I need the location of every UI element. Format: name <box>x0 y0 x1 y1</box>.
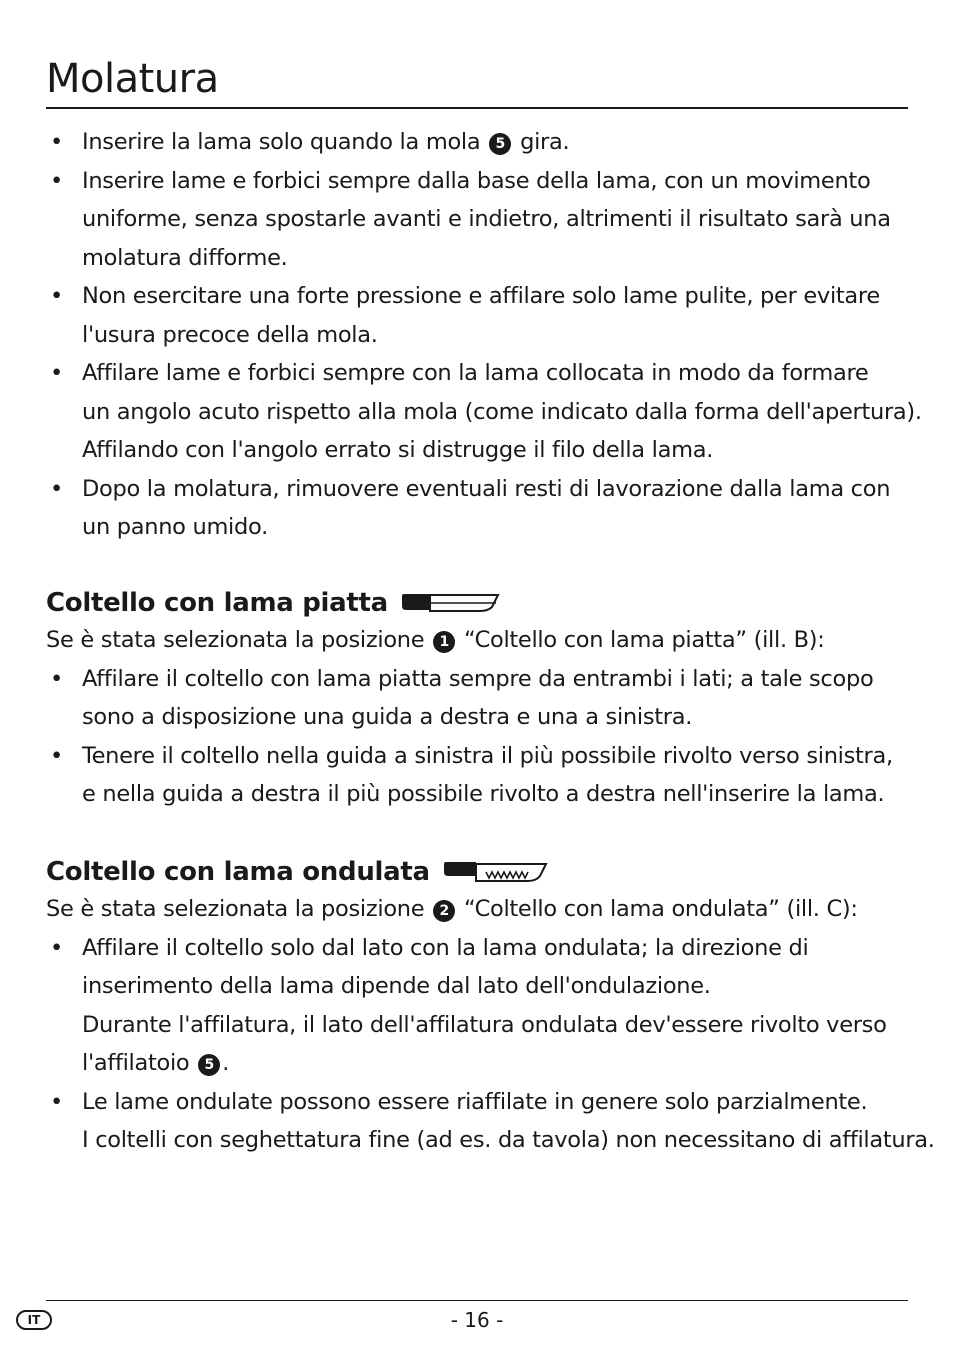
section-intro: Se è stata selezionata la posizione 2 “Coltello con lama ondulata” (ill. C): <box>46 896 858 922</box>
page-title: Molatura <box>46 56 219 102</box>
text-line: Durante l'affilatura, il lato dell'affilatura ondulata dev'essere rivolto verso <box>82 1011 887 1038</box>
text-line: un panno umido. <box>82 514 268 540</box>
text-line: sono a disposizione una guida a destra e una a sinistra. <box>82 704 693 730</box>
text-line: l'usura precoce della mola. <box>82 321 378 348</box>
marker-5-icon: 5 <box>198 1054 220 1076</box>
serrated-bullet-list <box>46 929 935 1160</box>
serrated-blade-knife-icon <box>442 860 550 884</box>
list-item <box>46 123 908 162</box>
section-heading: Coltello con lama piatta <box>46 585 908 621</box>
bullet: • <box>50 742 63 769</box>
text-line: uniforme, senza spostarle avanti e indietro, altrimenti il risultato sarà una <box>82 206 891 232</box>
text-line: Dopo la molatura, rimuovere eventuali resti di lavorazione dalla lama con <box>82 475 891 502</box>
bullet: • <box>50 665 63 692</box>
marker-2-icon: 2 <box>433 900 455 922</box>
bullet: • <box>50 360 63 386</box>
bullet: • <box>50 934 63 961</box>
text-line: Affilare il coltello solo dal lato con la lama ondulata; la direzione di <box>82 934 809 961</box>
serrated-blade-section <box>46 854 935 1160</box>
text-line: molatura difforme. <box>82 244 288 271</box>
bullet: • <box>50 283 63 309</box>
section-intro: Se è stata selezionata la posizione 1 “Coltello con lama piatta” (ill. B): <box>46 627 825 653</box>
text-line: Affilando con l'angolo errato si distrugge il filo della lama. <box>82 437 714 463</box>
text-line: Inserire la lama solo quando la mola 5 gira. <box>82 129 570 155</box>
list-item <box>46 929 908 1083</box>
text-line: Le lame ondulate possono essere riaffilate in genere solo parzialmente. <box>82 1088 868 1115</box>
language-badge: IT <box>16 1310 52 1330</box>
flat-blade-knife-icon <box>400 592 500 614</box>
text-line: e nella guida a destra il più possibile rivolto a destra nell'inserire la lama. <box>82 781 885 807</box>
flat-blade-section <box>46 585 908 814</box>
list-item <box>46 1083 935 1160</box>
text-line: inserimento della lama dipende dal lato dell'ondulazione. <box>82 973 711 999</box>
page-number: - 16 - <box>450 1308 504 1332</box>
flat-bullet-list <box>46 660 908 814</box>
list-item <box>46 660 908 737</box>
intro-section <box>46 123 922 547</box>
bullet: • <box>50 167 63 194</box>
text-line: un angolo acuto rispetto alla mola (come indicato dalla forma dell'apertura). <box>82 398 922 425</box>
footer-rule <box>46 1300 908 1301</box>
title-rule <box>46 107 908 109</box>
text-line: Tenere il coltello nella guida a sinistra il più possibile rivolto verso sinistra, <box>82 742 893 769</box>
list-item <box>46 162 908 278</box>
bullet: • <box>50 1088 63 1115</box>
list-item <box>46 354 922 470</box>
bullet: • <box>50 475 63 502</box>
list-item <box>46 470 908 547</box>
section-heading: Coltello con lama ondulata <box>46 854 908 890</box>
text-line: I coltelli con seghettatura fine (ad es. da tavola) non necessitano di affilatura. <box>82 1127 935 1153</box>
text-line: Affilare il coltello con lama piatta sempre da entrambi i lati; a tale scopo <box>82 665 874 692</box>
text-line: Affilare lame e forbici sempre con la lama collocata in modo da formare <box>82 360 869 386</box>
bullet: • <box>50 129 63 155</box>
text-line: l'affilatoio 5 . <box>82 1050 230 1076</box>
marker-5-icon: 5 <box>489 133 511 155</box>
list-item <box>46 737 908 814</box>
text-line: Inserire lame e forbici sempre dalla base della lama, con un movimento <box>82 167 871 194</box>
text-line: Non esercitare una forte pressione e affilare solo lame pulite, per evitare <box>82 283 880 309</box>
list-item <box>46 277 908 354</box>
marker-1-icon: 1 <box>433 631 455 653</box>
intro-bullet-list <box>46 123 922 547</box>
